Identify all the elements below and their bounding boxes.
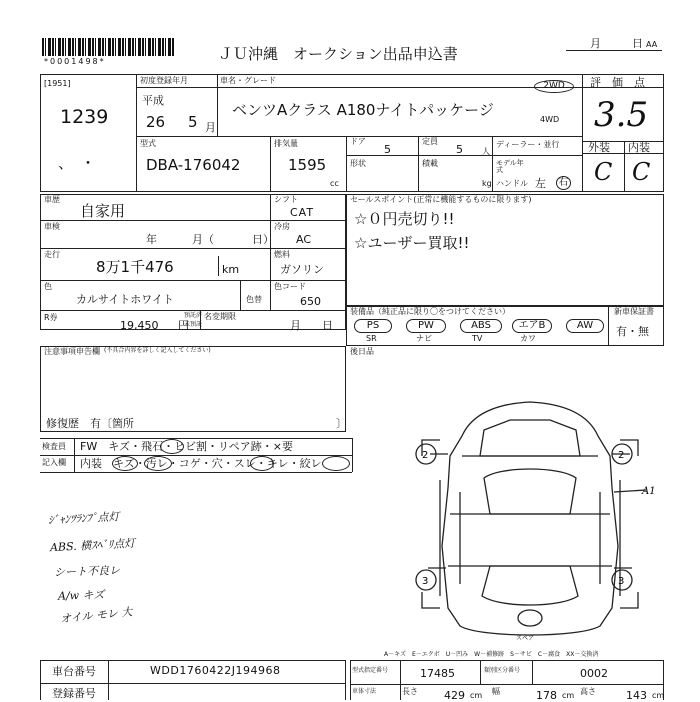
- equipment-label: 装備品（純正品に限り〇をつけてください）: [350, 307, 510, 316]
- spec-box: [350, 660, 664, 700]
- ac-label: 冷房: [274, 222, 290, 231]
- height: 143: [626, 689, 647, 702]
- cc-unit: cc: [330, 179, 339, 188]
- inspection-label: 車検: [44, 222, 60, 231]
- barcode: [42, 38, 174, 56]
- history-label: 車歴: [44, 195, 60, 204]
- interior-grade: C: [632, 158, 651, 186]
- color: カルサイトホワイト: [76, 293, 174, 306]
- insp-month: 月（: [192, 233, 214, 246]
- kg-unit: kg: [482, 179, 492, 188]
- inspection-row-2: 内装 キズ・汚レ・コゲ・穴・スレ・キレ・絞レ: [80, 457, 322, 470]
- vin-label: 車台番号: [52, 665, 96, 678]
- lot-marks: 、 ・: [58, 154, 96, 172]
- width-unit: cm: [562, 691, 575, 700]
- km-unit: km: [222, 263, 240, 276]
- displacement: 1595: [288, 156, 327, 174]
- model-label: 型式: [140, 139, 156, 148]
- reg-month: 5: [188, 113, 198, 131]
- yen-unit: 円: [178, 319, 189, 332]
- equip-airbag: エアB: [512, 319, 552, 333]
- model-year-label: モデル年式: [496, 159, 524, 174]
- circle-mark: [322, 456, 350, 471]
- damage-code-2-left: 2: [422, 450, 429, 461]
- vehicle-box: [40, 74, 664, 192]
- car-diagram: [400, 396, 660, 646]
- name-change-month: 月: [290, 319, 301, 332]
- day-label: 日: [632, 37, 643, 50]
- width: 178: [536, 689, 557, 702]
- first-reg-label: 初度登録年月: [140, 76, 188, 85]
- size-label: 車体寸法: [352, 688, 377, 695]
- sales-line-2: ☆ユーザー買取!!: [354, 234, 470, 252]
- handle-left: 左: [535, 177, 546, 190]
- insp-year: 年: [146, 233, 157, 246]
- displacement-label: 排気量: [274, 139, 298, 148]
- damage-code-a1: A1: [642, 486, 656, 497]
- sales-line-1: ☆０円売切り!!: [354, 210, 455, 228]
- notes-sub: (不具合内容を詳しく記入してください): [104, 347, 211, 354]
- shift-label: シフト: [274, 195, 298, 204]
- exterior-grade: C: [594, 158, 613, 186]
- mileage: 8万1千476: [96, 258, 174, 276]
- handle-label: ハンドル: [496, 179, 528, 188]
- damage-code-3-left: 3: [422, 576, 429, 587]
- spare-label: スペア: [516, 635, 535, 642]
- interior-label: 内装: [628, 141, 650, 154]
- sales-label: セールスポイント(正常に機能するものに限ります): [350, 195, 532, 204]
- exterior-label: 外装: [588, 141, 610, 154]
- recycle-label: R券: [44, 313, 58, 322]
- shape-label: 形状: [350, 159, 366, 168]
- seats: 5: [456, 143, 463, 156]
- height-unit: cm: [652, 691, 665, 700]
- doors: 5: [384, 143, 391, 156]
- doors-label: ドア: [350, 137, 366, 146]
- am-label: AA: [646, 40, 658, 49]
- handwritten-note-3: シート不良レ: [53, 563, 121, 580]
- equip-navi: ナビ: [416, 334, 432, 343]
- color-code-label: 色コード: [274, 282, 306, 291]
- rating-label: 評 価 点: [590, 76, 645, 89]
- equip-aw: AW: [566, 319, 604, 333]
- color-label: 色: [44, 282, 52, 291]
- warranty-label: 新車保証書: [614, 307, 654, 316]
- cert-label: 型式指定番号: [352, 667, 389, 674]
- cert-number: 17485: [420, 667, 455, 680]
- fuel-label: 燃料: [274, 250, 290, 259]
- dealer-label: ディーラー・並行: [496, 140, 560, 149]
- damage-legend: A－キズ E－エクボ U－凹み W－補修跡 S－サビ C－腐食 XX－交換済: [384, 651, 599, 658]
- name-change-day: 日: [322, 319, 333, 332]
- fuel: ガソリン: [280, 263, 324, 276]
- class-number: 0002: [580, 667, 608, 680]
- insp-day: 日）: [252, 233, 274, 246]
- entry-code: [1951]: [44, 79, 71, 88]
- handle-right: 右: [556, 176, 571, 190]
- reg-number-label: 登録番号: [52, 687, 96, 700]
- reg-year: 26: [146, 113, 166, 131]
- handwritten-note-1: ｼﾞｬﾝﾂﾗﾝﾌﾟ点灯: [47, 510, 120, 527]
- name-label: 車名・グレード: [220, 76, 276, 85]
- circle-mark: [160, 439, 184, 454]
- equip-ps: PS: [354, 319, 392, 333]
- length-unit: cm: [470, 691, 483, 700]
- warranty: 有・無: [616, 325, 649, 338]
- length-label: 長さ: [402, 687, 418, 696]
- handwritten-note-4: A/w キズ: [57, 588, 105, 603]
- vin: WDD1760422J194968: [150, 664, 281, 677]
- person-unit: 人: [482, 147, 490, 156]
- not-deposit-label: 未預託: [184, 321, 203, 328]
- ac: AC: [296, 233, 312, 246]
- lot-number: 1239: [60, 106, 109, 128]
- load-label: 積載: [422, 159, 438, 168]
- repair-label: 修復歴 有〔箇所: [46, 417, 134, 430]
- circle-mark: [112, 456, 138, 471]
- vehicle-name: ベンツAクラス A180ナイトパッケージ: [232, 101, 494, 119]
- drive-2wd: 2WD: [534, 80, 574, 93]
- width-label: 幅: [492, 687, 500, 696]
- equip-abs: ABS: [460, 319, 502, 333]
- mileage-label: 走行: [44, 250, 60, 259]
- equip-sr: SR: [366, 334, 377, 343]
- color-code: 650: [300, 295, 321, 308]
- equip-pw: PW: [406, 319, 446, 333]
- damage-code-2-right: 2: [618, 450, 625, 461]
- equip-leather: カワ: [520, 334, 536, 343]
- repair-end: 〕: [336, 417, 347, 430]
- recycle-amount: 19,450: [120, 319, 159, 332]
- length: 429: [444, 689, 465, 702]
- era: 平成: [142, 94, 164, 107]
- shift: CAT: [290, 206, 315, 219]
- notes-label: 注意事項申告欄: [44, 347, 100, 356]
- inspector-label-1: 検査員: [42, 442, 66, 451]
- handwritten-note-2: ABS. 横ｽﾍﾞﾘ点灯: [49, 536, 136, 555]
- circle-mark: [144, 456, 172, 471]
- handwritten-note-5: オイル モレ 大: [59, 605, 133, 626]
- history-value: 自家用: [80, 202, 126, 220]
- damage-code-3-right: 3: [618, 576, 625, 587]
- color-change-label: 色替: [246, 295, 262, 304]
- later-items-label: 後日品: [350, 347, 374, 356]
- barcode-text: *0001498*: [44, 57, 106, 66]
- equip-tv: TV: [472, 334, 483, 343]
- name-change-label: 名変期限: [204, 312, 236, 321]
- month-label: 月: [590, 37, 601, 50]
- rating-score: 3.5: [594, 95, 649, 135]
- circle-mark: [250, 456, 274, 471]
- seats-label: 定員: [422, 137, 438, 146]
- height-label: 高さ: [580, 687, 596, 696]
- class-label: 類別区分番号: [484, 667, 521, 674]
- page-title: ＪＵ沖縄 オークション出品申込書: [218, 45, 458, 63]
- inspector-label-2: 記入欄: [42, 458, 66, 467]
- inspection-row-1: FW キズ・飛石・ヒビ割・リペア跡・×要: [80, 440, 293, 453]
- reg-month-unit: 月: [205, 121, 216, 134]
- drive-4wd: 4WD: [540, 115, 560, 124]
- deposit-label: 預託済: [184, 312, 203, 319]
- model-code: DBA-176042: [146, 156, 241, 174]
